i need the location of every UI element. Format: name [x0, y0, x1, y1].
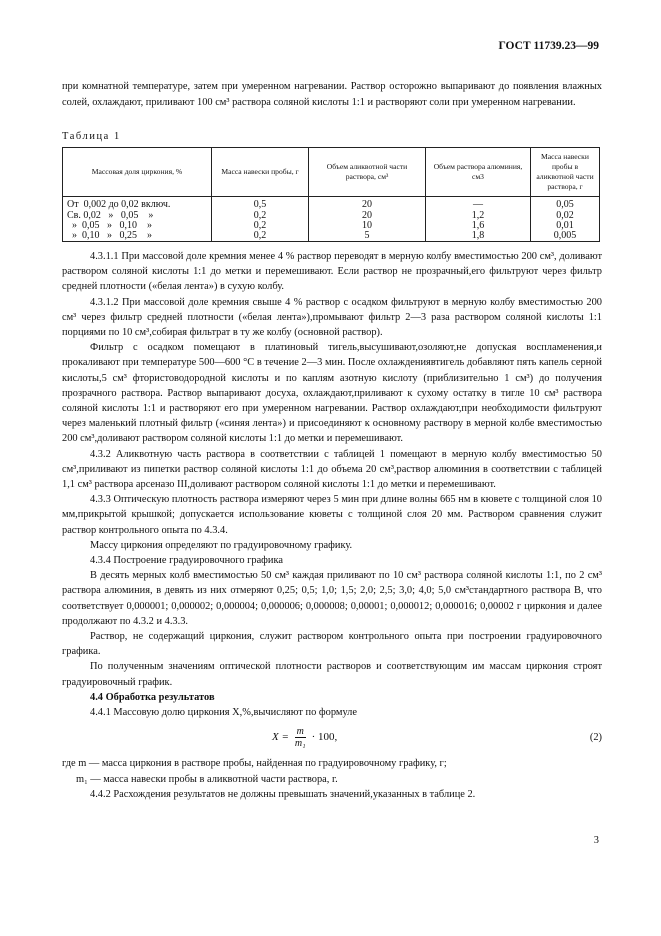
- formula-numerator: m: [296, 726, 304, 738]
- column-header: Объем раствора алюминия, см3: [426, 148, 531, 197]
- table-row: [63, 231, 600, 242]
- table-cell: Св. 0,02 » 0,05 »: [63, 211, 212, 221]
- table-cell: 10: [309, 221, 426, 231]
- table-cell: —: [426, 197, 531, 211]
- table-cell: 0,5: [212, 197, 309, 211]
- table-cell: 0,2: [212, 221, 309, 231]
- formula-denominator: m₁: [294, 738, 306, 750]
- formula-lhs: X =: [272, 731, 289, 744]
- paragraph-4-3-3: 4.3.3 Оптическую плотность раствора измеряют через 5 мин при длине волны 665 нм в кювете с толщиной слоя 10 мм,прикрытой крышкой; допускается использование кюветы с толщиной слоя 20 мм. Раствором сравнения служит раствор контрольного опыта по 4.3.4.: [62, 494, 602, 536]
- table-1: [62, 147, 600, 242]
- table-cell: 0,02: [531, 211, 600, 221]
- formula-fraction: [295, 726, 306, 749]
- paragraph-where-m: где m — масса циркония в растворе пробы, найденная по градуировочному графику, г;: [62, 758, 447, 770]
- table-cell: 5: [309, 231, 426, 242]
- table-row: [63, 197, 600, 211]
- table-cell: 20: [309, 211, 426, 221]
- paragraph-4-3-4: 4.3.4 Построение градуировочного графика: [90, 555, 283, 567]
- document-header: ГОСТ 11739.23—99: [498, 40, 599, 52]
- document-body: [62, 249, 602, 802]
- paragraph-calibration: В десять мерных колб вместимостью 50 см³ каждая приливают по 10 см³ раствора соляной кислоты 1:1, по 2 см³ раствора алюминия, в девять из них отмеряют 0,25; 0,5; 1,0; 1,5; 2,0; 2,5; 3,0; 4,0; 5,0 см³стандартного раствора В, что соответствует 0,000001; 0,000002; 0,000004; 0,000006; 0,000008; 0,00001; 0,000012; 0,000016; 0,00002 г циркония и далее продолжают по 4.3.2 и 4.3.3.: [62, 570, 602, 627]
- column-header: Масса навески пробы в аликвотной части раствора, г: [531, 148, 600, 197]
- table-cell: » 0,05 » 0,10 »: [63, 221, 212, 231]
- paragraph-graph: По полученным значениям оптической плотности растворов и соответствующим им массам циркония строят градуировочный график.: [62, 661, 602, 688]
- paragraph-4-4-2: 4.4.2 Расхождения результатов не должны превышать значений,указанных в таблице 2.: [90, 788, 476, 800]
- table-cell: 1,6: [426, 221, 531, 231]
- table-cell: 0,005: [531, 231, 600, 242]
- page-number: 3: [593, 835, 599, 846]
- paragraph-4-3-1-2: 4.3.1.2 При массовой доле кремния свыше 4 % раствор с осадком фильтруют в мерную колбу вместимостью 200 см³ через фильтр средней плотности («белая лента»),промывают фильтр 2—3 раза раствором соляной кислоты 1:1 порциями по 10 см³,собирая фильтрат в ту же колбу (основной раствор).: [62, 296, 602, 339]
- table-cell: » 0,10 » 0,25 »: [63, 231, 212, 242]
- table-row: [63, 211, 600, 221]
- table-cell: 0,05: [531, 197, 600, 211]
- table-cell: 1,8: [426, 231, 531, 242]
- paragraph-mass-determination: Массу циркония определяют по градуировочному графику.: [90, 539, 353, 551]
- formula-rhs: · 100,: [311, 731, 338, 744]
- table-header-row: [63, 148, 600, 197]
- paragraph-control: Раствор, не содержащий циркония, служит раствором контрольного опыта при построении градуировочного графика.: [62, 631, 602, 658]
- paragraph-where-m1: m₁ — масса навески пробы в аликвотной части раствора, г.: [76, 773, 338, 785]
- table-row: [63, 221, 600, 231]
- table-cell: 0,2: [212, 211, 309, 221]
- formula: [272, 726, 337, 749]
- paragraph-filter: Фильтр с осадком помещают в платиновый тигель,высушивают,озоляют,не допуская воспламенения,и прокаливают при температуре 500—600 °С в течение 2—3 мин. После охлаждениявтигель добавляют пять капель серной кислоты,5 см³ фтористоводородной кислоты и по каплям азотную кислоту (приблизительно 1 см³) до получения прозрачного раствора. Раствор выпаривают досуха, охлаждают,приливают к сухому остатку в тигле 10 см³ раствора соляной кислоты 1:1 и растворяют его при умеренном нагревании. Раствор охлаждают,при необходимости фильтруют через маленький плотный фильтр («синяя лента») и присоединяют к основному раствору в мерной колбе вместимостью 200 см³,доливают раствором соляной кислоты 1:1 до метки и перемешивают.: [62, 342, 602, 445]
- intro-paragraph: при комнатной температуре, затем при умеренном нагревании. Раствор осторожно выпаривают до появления влажных солей, охлаждают, приливают 100 см³ раствора соляной кислоты 1:1 и растворяют соли при умеренном нагревании.: [62, 81, 602, 108]
- paragraph-4-3-1-1: 4.3.1.1 При массовой доле кремния менее 4 % раствор переводят в мерную колбу вместимостью 200 см³, доливают раствором соляной кислоты 1:1 до метки и перемешивают. Если раствор не прозрачный,его фильтруют через фильтр средней плотности («белая лента») в сухую колбу.: [62, 251, 602, 293]
- table-cell: 1,2: [426, 211, 531, 221]
- table-cell: От 0,002 до 0,02 включ.: [63, 197, 212, 211]
- table-cell: 20: [309, 197, 426, 211]
- paragraph-4-3-2: 4.3.2 Аликвотную часть раствора в соответствии с таблицей 1 помещают в мерную колбу вместимостью 50 см³,приливают из пипетки раствор соляной кислоты 1:1 до объема 20 см³,раствор алюминия в соответствии с таблицей 1,1 см³ раствора арсеназо III,доливают раствором соляной кислоты 1:1 до метки и перемешивают.: [62, 448, 602, 491]
- column-header: Масса навески пробы, г: [212, 148, 309, 197]
- paragraph-4-4-1: 4.4.1 Массовую долю циркония X,%,вычисляют по формуле: [90, 707, 357, 719]
- equation-number: (2): [589, 732, 602, 744]
- column-header: Объем аликвотной части раствора, см³: [309, 148, 426, 197]
- formula-block: [62, 720, 602, 756]
- section-heading-4-4: 4.4 Обработка результатов: [90, 691, 215, 703]
- table-cell: 0,2: [212, 231, 309, 242]
- table-caption: Таблица 1: [62, 131, 121, 142]
- column-header: Массовая доля циркония, %: [63, 148, 212, 197]
- table-cell: 0,01: [531, 221, 600, 231]
